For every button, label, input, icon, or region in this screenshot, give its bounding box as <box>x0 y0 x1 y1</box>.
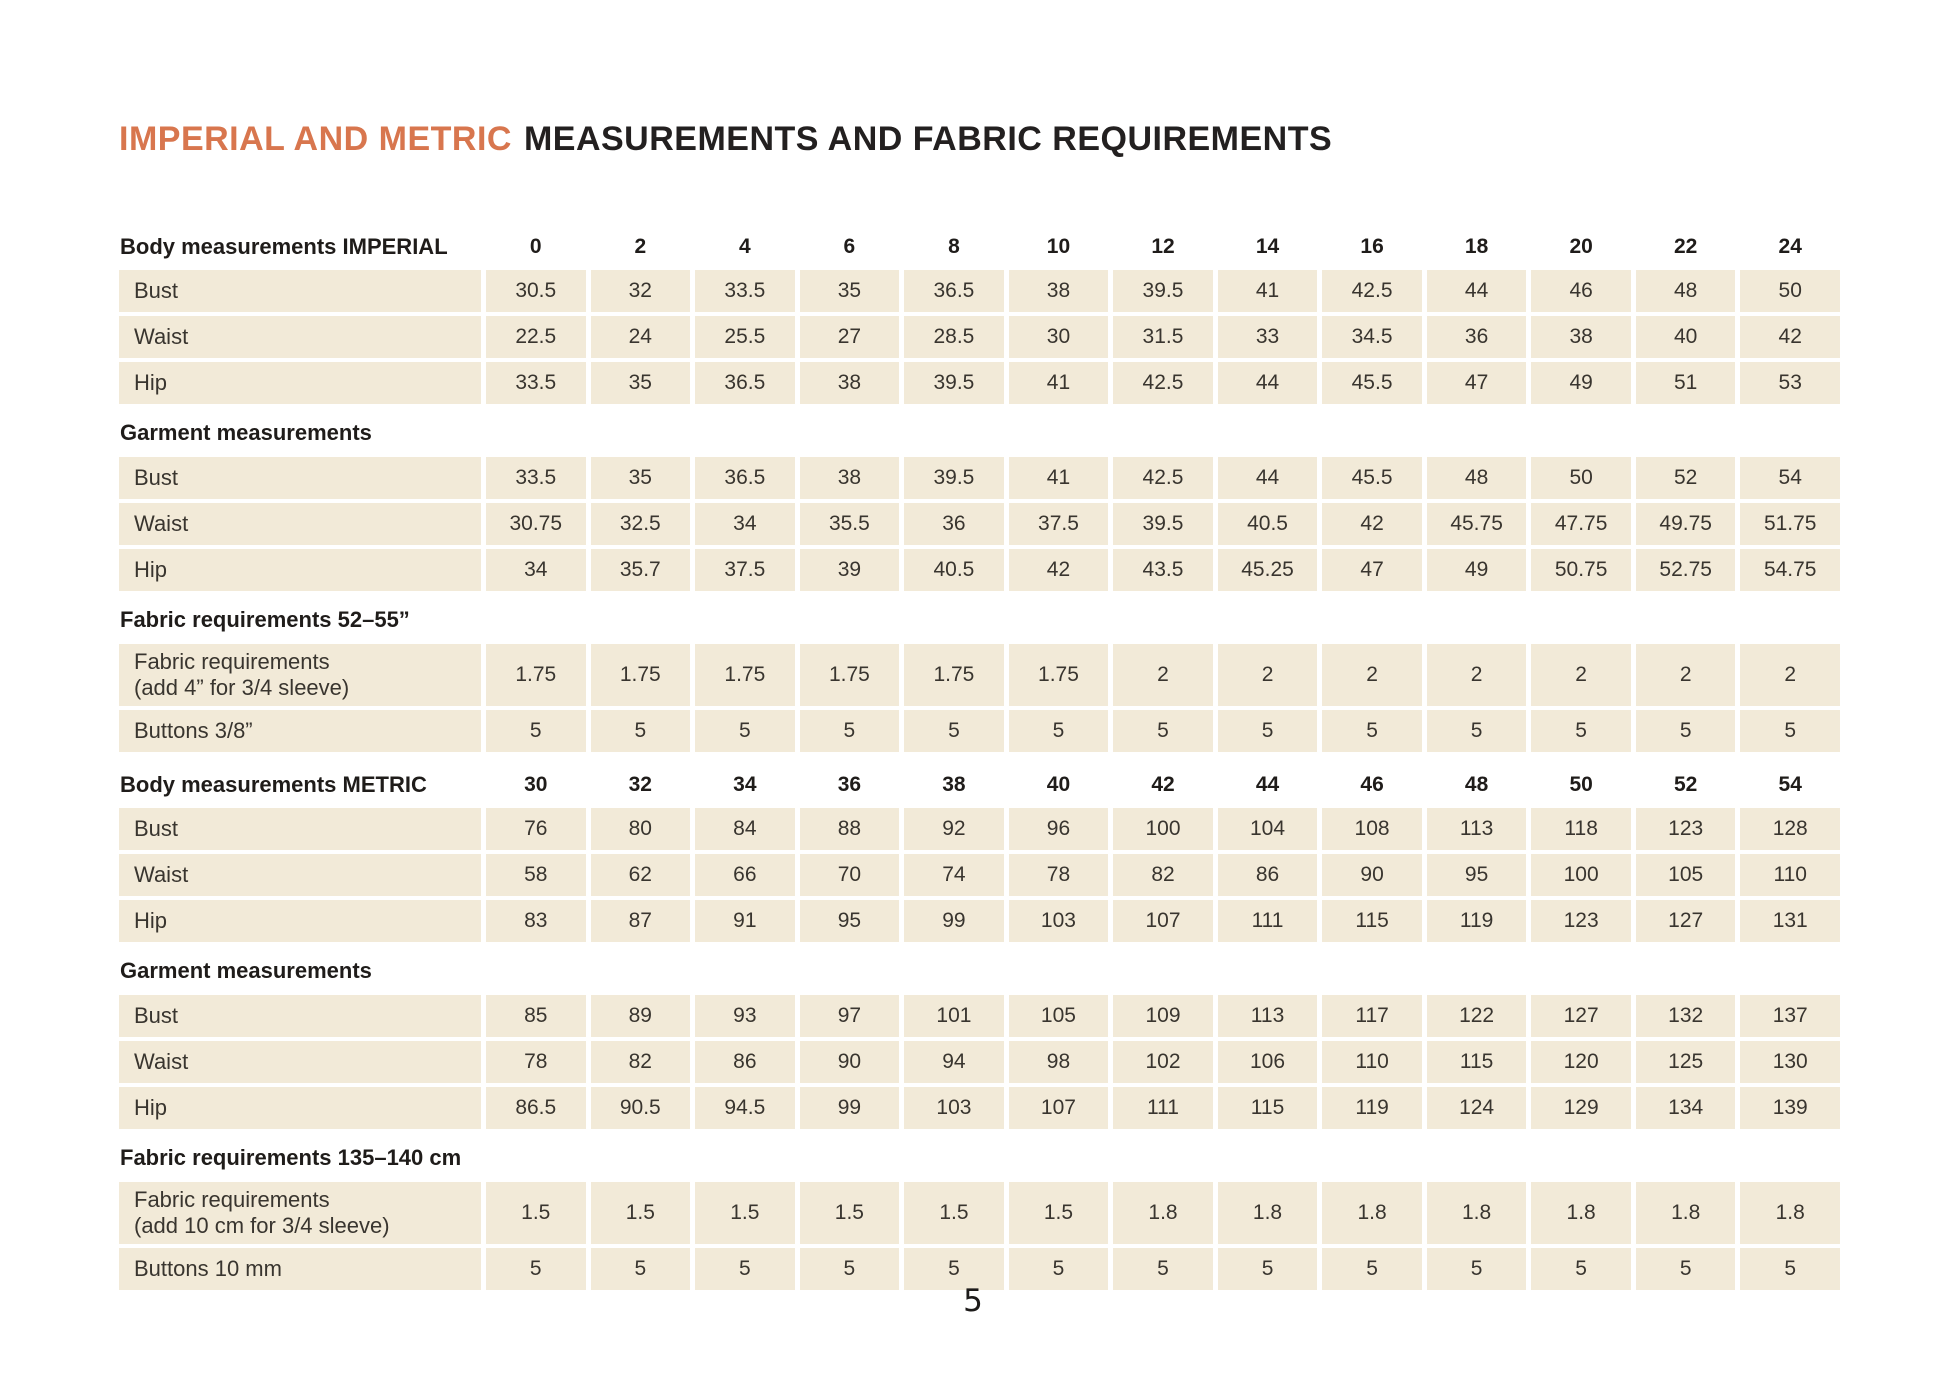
value-cell: 5 <box>695 1248 795 1290</box>
value-cell: 47 <box>1322 549 1422 591</box>
value-cell: 42 <box>1740 316 1840 358</box>
table-row <box>119 995 1840 1037</box>
table-row <box>119 1182 1840 1244</box>
value-cell: 5 <box>695 710 795 752</box>
value-cell: 89 <box>591 995 691 1037</box>
value-cell: 47 <box>1427 362 1527 404</box>
value-cell: 88 <box>800 808 900 850</box>
value-cell: 5 <box>591 1248 691 1290</box>
value-cell: 36.5 <box>695 457 795 499</box>
value-cell: 127 <box>1531 995 1631 1037</box>
imperial-size-table <box>119 226 1840 752</box>
row-label-text: Waist <box>134 511 189 536</box>
table-row <box>119 710 1840 752</box>
value-cell: 99 <box>904 900 1004 942</box>
section-heading: Fabric requirements 52–55” <box>120 607 410 632</box>
table-row <box>119 270 1840 312</box>
value-cell: 86 <box>1218 854 1318 896</box>
value-cell: 54 <box>1740 457 1840 499</box>
value-cell: 51 <box>1636 362 1736 404</box>
value-cell: 103 <box>904 1087 1004 1129</box>
value-cell: 45.5 <box>1322 362 1422 404</box>
value-cell: 41 <box>1218 270 1318 312</box>
value-cell: 1.8 <box>1740 1182 1840 1244</box>
value-cell: 5 <box>1113 1248 1213 1290</box>
value-cell: 62 <box>591 854 691 896</box>
value-cell: 78 <box>486 1041 586 1083</box>
value-cell: 123 <box>1636 808 1736 850</box>
value-cell: 5 <box>486 1248 586 1290</box>
value-cell: 42 <box>1322 503 1422 545</box>
value-cell: 42.5 <box>1113 457 1213 499</box>
value-cell: 83 <box>486 900 586 942</box>
value-cell: 1.8 <box>1322 1182 1422 1244</box>
value-cell: 33.5 <box>486 362 586 404</box>
value-cell: 1.5 <box>591 1182 691 1244</box>
value-cell: 104 <box>1218 808 1318 850</box>
value-cell: 1.8 <box>1113 1182 1213 1244</box>
value-cell: 108 <box>1322 808 1422 850</box>
value-cell: 25.5 <box>695 316 795 358</box>
value-cell: 5 <box>1009 710 1109 752</box>
value-cell: 5 <box>1322 1248 1422 1290</box>
value-cell: 139 <box>1740 1087 1840 1129</box>
value-cell: 47.75 <box>1531 503 1631 545</box>
value-cell: 5 <box>1427 710 1527 752</box>
table-row <box>119 1087 1840 1129</box>
value-cell: 5 <box>1113 710 1213 752</box>
value-cell: 38 <box>800 457 900 499</box>
value-cell: 1.8 <box>1531 1182 1631 1244</box>
row-label-text: Bust <box>134 816 179 841</box>
value-cell: 130 <box>1740 1041 1840 1083</box>
value-cell: 39.5 <box>1113 270 1213 312</box>
table-row <box>119 503 1840 545</box>
value-cell: 39.5 <box>904 457 1004 499</box>
value-cell: 90.5 <box>591 1087 691 1129</box>
value-cell: 49 <box>1427 549 1527 591</box>
size-header-cell: 54 <box>1778 773 1802 796</box>
value-cell: 128 <box>1740 808 1840 850</box>
value-cell: 2 <box>1322 644 1422 706</box>
value-cell: 115 <box>1427 1041 1527 1083</box>
value-cell: 1.75 <box>695 644 795 706</box>
row-label-text: Fabric requirements <box>134 1187 330 1212</box>
value-cell: 107 <box>1113 900 1213 942</box>
row-label-text: Fabric requirements <box>134 649 330 674</box>
value-cell: 39.5 <box>904 362 1004 404</box>
value-cell: 120 <box>1531 1041 1631 1083</box>
value-cell: 5 <box>1531 1248 1631 1290</box>
section-heading: Garment measurements <box>120 420 372 445</box>
table-row <box>119 549 1840 591</box>
page-title-highlight: IMPERIAL AND METRIC <box>119 120 512 158</box>
value-cell: 70 <box>800 854 900 896</box>
value-cell: 1.5 <box>904 1182 1004 1244</box>
page-title-rest: MEASUREMENTS AND FABRIC REQUIREMENTS <box>523 120 1333 158</box>
size-header-cell: 24 <box>1778 235 1802 258</box>
value-cell: 90 <box>1322 854 1422 896</box>
row-label-text: Waist <box>134 1049 189 1074</box>
page-number: 5 <box>963 1283 983 1319</box>
value-cell: 27 <box>800 316 900 358</box>
value-cell: 36 <box>904 503 1004 545</box>
size-header-cell: 18 <box>1464 235 1489 258</box>
value-cell: 44 <box>1218 457 1318 499</box>
value-cell: 82 <box>591 1041 691 1083</box>
value-cell: 96 <box>1009 808 1109 850</box>
value-cell: 85 <box>486 995 586 1037</box>
value-cell: 5 <box>1218 710 1318 752</box>
value-cell: 117 <box>1322 995 1422 1037</box>
value-cell: 1.5 <box>486 1182 586 1244</box>
value-cell: 42 <box>1009 549 1109 591</box>
value-cell: 118 <box>1531 808 1631 850</box>
value-cell: 86 <box>695 1041 795 1083</box>
measurement-tables <box>119 162 1840 1290</box>
value-cell: 5 <box>1427 1248 1527 1290</box>
row-label <box>119 549 481 591</box>
row-label <box>119 1182 481 1244</box>
value-cell: 102 <box>1113 1041 1213 1083</box>
value-cell: 66 <box>695 854 795 896</box>
value-cell: 45.75 <box>1427 503 1527 545</box>
value-cell: 5 <box>486 710 586 752</box>
table-row <box>119 457 1840 499</box>
size-header-row <box>119 764 1840 806</box>
value-cell: 1.75 <box>486 644 586 706</box>
value-cell: 106 <box>1218 1041 1318 1083</box>
value-cell: 95 <box>1427 854 1527 896</box>
value-cell: 80 <box>591 808 691 850</box>
value-cell: 1.8 <box>1427 1182 1527 1244</box>
value-cell: 58 <box>486 854 586 896</box>
value-cell: 94.5 <box>695 1087 795 1129</box>
value-cell: 5 <box>904 1248 1004 1290</box>
size-header-cell: 42 <box>1151 773 1175 796</box>
value-cell: 28.5 <box>904 316 1004 358</box>
value-cell: 2 <box>1427 644 1527 706</box>
value-cell: 1.75 <box>1009 644 1109 706</box>
value-cell: 38 <box>1009 270 1109 312</box>
row-label <box>119 316 481 358</box>
table-row <box>119 1041 1840 1083</box>
value-cell: 123 <box>1531 900 1631 942</box>
size-header-label: Body measurements IMPERIAL <box>120 234 448 259</box>
value-cell: 34 <box>695 503 795 545</box>
value-cell: 5 <box>1322 710 1422 752</box>
row-label-text: Bust <box>134 465 179 490</box>
table-row <box>119 644 1840 706</box>
value-cell: 2 <box>1636 644 1736 706</box>
value-cell: 33.5 <box>695 270 795 312</box>
value-cell: 5 <box>800 1248 900 1290</box>
value-cell: 115 <box>1218 1087 1318 1129</box>
value-cell: 105 <box>1636 854 1736 896</box>
value-cell: 42.5 <box>1322 270 1422 312</box>
size-header-cell: 52 <box>1674 773 1698 796</box>
value-cell: 101 <box>904 995 1004 1037</box>
size-header-cell: 36 <box>837 773 862 796</box>
value-cell: 1.5 <box>695 1182 795 1244</box>
value-cell: 45.5 <box>1322 457 1422 499</box>
value-cell: 84 <box>695 808 795 850</box>
value-cell: 39.5 <box>1113 503 1213 545</box>
value-cell: 74 <box>904 854 1004 896</box>
value-cell: 37.5 <box>695 549 795 591</box>
value-cell: 86.5 <box>486 1087 586 1129</box>
value-cell: 44 <box>1427 270 1527 312</box>
value-cell: 22.5 <box>486 316 586 358</box>
value-cell: 33.5 <box>486 457 586 499</box>
size-header-cell: 4 <box>738 235 751 258</box>
value-cell: 103 <box>1009 900 1109 942</box>
row-label <box>119 1087 481 1129</box>
row-label <box>119 854 481 896</box>
size-header-cell: 32 <box>628 773 652 796</box>
size-header-cell: 22 <box>1674 235 1698 258</box>
value-cell: 1.5 <box>1009 1182 1109 1244</box>
value-cell: 38 <box>800 362 900 404</box>
size-header-cell: 10 <box>1046 235 1071 258</box>
value-cell: 92 <box>904 808 1004 850</box>
value-cell: 2 <box>1531 644 1631 706</box>
row-label <box>119 710 481 752</box>
row-label <box>119 995 481 1037</box>
value-cell: 76 <box>486 808 586 850</box>
value-cell: 37.5 <box>1009 503 1109 545</box>
value-cell: 5 <box>1218 1248 1318 1290</box>
row-label-text: Bust <box>134 1003 179 1028</box>
value-cell: 5 <box>1636 1248 1736 1290</box>
value-cell: 50 <box>1531 457 1631 499</box>
value-cell: 35.7 <box>591 549 691 591</box>
row-label-text: Waist <box>134 862 189 887</box>
value-cell: 95 <box>800 900 900 942</box>
value-cell: 90 <box>800 1041 900 1083</box>
value-cell: 5 <box>1531 710 1631 752</box>
row-label <box>119 644 481 706</box>
size-header-cell: 0 <box>529 235 542 258</box>
row-sublabel-text: (add 10 cm for 3/4 sleeve) <box>134 1213 390 1238</box>
row-sublabel-text: (add 4” for 3/4 sleeve) <box>134 675 350 700</box>
section-heading: Garment measurements <box>120 958 372 983</box>
value-cell: 87 <box>591 900 691 942</box>
value-cell: 49.75 <box>1636 503 1736 545</box>
value-cell: 109 <box>1113 995 1213 1037</box>
value-cell: 41 <box>1009 362 1109 404</box>
size-header-cell: 20 <box>1569 235 1593 258</box>
row-label <box>119 900 481 942</box>
size-header-cell: 14 <box>1255 235 1280 258</box>
value-cell: 2 <box>1218 644 1318 706</box>
value-cell: 100 <box>1531 854 1631 896</box>
value-cell: 91 <box>695 900 795 942</box>
value-cell: 107 <box>1009 1087 1109 1129</box>
value-cell: 1.8 <box>1636 1182 1736 1244</box>
value-cell: 5 <box>1636 710 1736 752</box>
value-cell: 122 <box>1427 995 1527 1037</box>
value-cell: 132 <box>1636 995 1736 1037</box>
value-cell: 100 <box>1113 808 1213 850</box>
value-cell: 98 <box>1009 1041 1109 1083</box>
value-cell: 36.5 <box>904 270 1004 312</box>
row-label-text: Hip <box>134 1095 168 1120</box>
size-header-cell: 44 <box>1255 773 1280 796</box>
row-label-text: Buttons 10 mm <box>134 1256 282 1281</box>
size-header-cell: 30 <box>524 773 548 796</box>
value-cell: 111 <box>1218 900 1318 942</box>
value-cell: 99 <box>800 1087 900 1129</box>
size-header-cell: 38 <box>942 773 966 796</box>
value-cell: 41 <box>1009 457 1109 499</box>
value-cell: 2 <box>1740 644 1840 706</box>
value-cell: 31.5 <box>1113 316 1213 358</box>
value-cell: 82 <box>1113 854 1213 896</box>
value-cell: 113 <box>1427 808 1527 850</box>
size-header-cell: 40 <box>1046 773 1071 796</box>
size-header-cell: 34 <box>733 773 757 796</box>
row-label <box>119 457 481 499</box>
size-header-cell: 8 <box>948 235 960 258</box>
size-header-cell: 46 <box>1360 773 1384 796</box>
value-cell: 137 <box>1740 995 1840 1037</box>
value-cell: 125 <box>1636 1041 1736 1083</box>
value-cell: 5 <box>1740 710 1840 752</box>
row-label <box>119 362 481 404</box>
size-header-cell: 48 <box>1464 773 1489 796</box>
value-cell: 49 <box>1531 362 1631 404</box>
row-label-text: Hip <box>134 370 168 395</box>
value-cell: 44 <box>1218 362 1318 404</box>
value-cell: 134 <box>1636 1087 1736 1129</box>
row-label <box>119 808 481 850</box>
value-cell: 78 <box>1009 854 1109 896</box>
value-cell: 24 <box>591 316 691 358</box>
value-cell: 43.5 <box>1113 549 1213 591</box>
size-header-cell: 6 <box>843 235 856 258</box>
value-cell: 34.5 <box>1322 316 1422 358</box>
value-cell: 32 <box>591 270 691 312</box>
value-cell: 48 <box>1427 457 1527 499</box>
value-cell: 32.5 <box>591 503 691 545</box>
value-cell: 5 <box>904 710 1004 752</box>
page-title <box>0 0 1946 162</box>
value-cell: 1.75 <box>904 644 1004 706</box>
value-cell: 50.75 <box>1531 549 1631 591</box>
value-cell: 35 <box>591 362 691 404</box>
size-header-cell: 2 <box>634 235 647 258</box>
value-cell: 48 <box>1636 270 1736 312</box>
value-cell: 2 <box>1113 644 1213 706</box>
value-cell: 40.5 <box>904 549 1004 591</box>
value-cell: 35 <box>591 457 691 499</box>
value-cell: 35 <box>800 270 900 312</box>
value-cell: 94 <box>904 1041 1004 1083</box>
table-row <box>119 808 1840 850</box>
row-label <box>119 503 481 545</box>
value-cell: 124 <box>1427 1087 1527 1129</box>
size-header-cell: 50 <box>1569 773 1593 796</box>
value-cell: 131 <box>1740 900 1840 942</box>
value-cell: 1.75 <box>800 644 900 706</box>
value-cell: 113 <box>1218 995 1318 1037</box>
row-label-text: Hip <box>134 557 168 582</box>
size-header-label: Body measurements METRIC <box>120 772 427 797</box>
value-cell: 30.75 <box>486 503 586 545</box>
row-label-text: Hip <box>134 908 168 933</box>
value-cell: 52.75 <box>1636 549 1736 591</box>
value-cell: 1.8 <box>1218 1182 1318 1244</box>
value-cell: 33 <box>1218 316 1318 358</box>
table-row <box>119 854 1840 896</box>
value-cell: 119 <box>1322 1087 1422 1129</box>
row-label-text: Waist <box>134 324 189 349</box>
value-cell: 115 <box>1322 900 1422 942</box>
row-label <box>119 1041 481 1083</box>
table-row <box>119 900 1840 942</box>
value-cell: 42.5 <box>1113 362 1213 404</box>
size-header-cell: 12 <box>1151 235 1175 258</box>
value-cell: 45.25 <box>1218 549 1318 591</box>
value-cell: 5 <box>800 710 900 752</box>
value-cell: 5 <box>1740 1248 1840 1290</box>
value-cell: 105 <box>1009 995 1109 1037</box>
value-cell: 110 <box>1740 854 1840 896</box>
value-cell: 5 <box>1009 1248 1109 1290</box>
value-cell: 30 <box>1009 316 1109 358</box>
value-cell: 129 <box>1531 1087 1631 1129</box>
size-header-cell: 16 <box>1360 235 1384 258</box>
metric-size-table <box>119 764 1840 1290</box>
value-cell: 46 <box>1531 270 1631 312</box>
value-cell: 110 <box>1322 1041 1422 1083</box>
value-cell: 36.5 <box>695 362 795 404</box>
value-cell: 30.5 <box>486 270 586 312</box>
table-row <box>119 362 1840 404</box>
table-row <box>119 316 1840 358</box>
value-cell: 40 <box>1636 316 1736 358</box>
value-cell: 51.75 <box>1740 503 1840 545</box>
value-cell: 50 <box>1740 270 1840 312</box>
row-label <box>119 270 481 312</box>
value-cell: 53 <box>1740 362 1840 404</box>
value-cell: 111 <box>1113 1087 1213 1129</box>
section-heading: Fabric requirements 135–140 cm <box>120 1145 462 1170</box>
value-cell: 38 <box>1531 316 1631 358</box>
value-cell: 54.75 <box>1740 549 1840 591</box>
row-label-text: Bust <box>134 278 179 303</box>
value-cell: 1.5 <box>800 1182 900 1244</box>
value-cell: 127 <box>1636 900 1736 942</box>
value-cell: 35.5 <box>800 503 900 545</box>
value-cell: 93 <box>695 995 795 1037</box>
row-label-text: Buttons 3/8” <box>134 718 253 743</box>
value-cell: 1.75 <box>591 644 691 706</box>
value-cell: 97 <box>800 995 900 1037</box>
value-cell: 34 <box>486 549 586 591</box>
value-cell: 36 <box>1427 316 1527 358</box>
value-cell: 40.5 <box>1218 503 1318 545</box>
value-cell: 52 <box>1636 457 1736 499</box>
value-cell: 119 <box>1427 900 1527 942</box>
size-header-row <box>119 226 1840 268</box>
value-cell: 39 <box>800 549 900 591</box>
value-cell: 5 <box>591 710 691 752</box>
